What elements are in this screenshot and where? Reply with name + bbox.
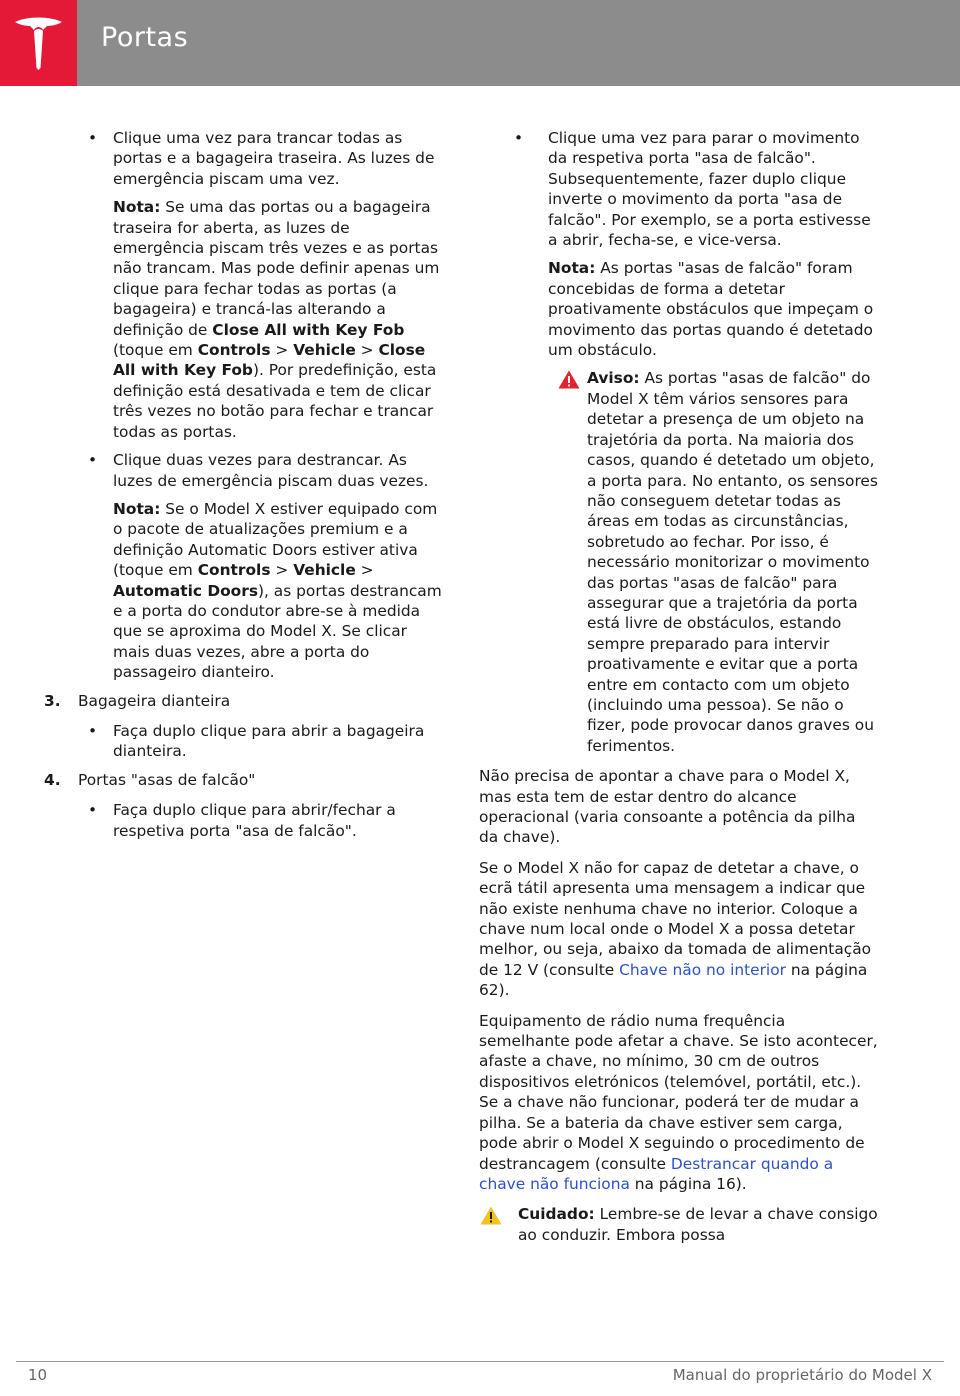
left-column (44, 128, 444, 849)
footer-title: Manual do proprietário do Model X (672, 1366, 932, 1384)
paragraph: Se o Model X não for capaz de detetar a chave, o ecrã tátil apresenta uma mensagem a indicar que não existe nenhuma chave no interior. Coloque a chave num local onde o Model X a possa detetar melhor, ou seja, abaixo da tomada de alimentação de 12 V (consulte Chave não no interior na página 62). (479, 858, 872, 1000)
tesla-logo (0, 0, 77, 86)
numbered-item: 4. Portas "asas de falcão" (44, 770, 256, 789)
note: Nota: Se o Model X estiver equipado com o pacote de atualizações premium e a definição Automatic Doors estiver ativa (toque em Controls > Vehicle > Automatic Doors), as portas destrancam e a porta do condutor abre-se à medida que se aproxima do Model X. Se clicar mais duas vezes, abre a porta do passageiro dianteiro. (113, 499, 442, 682)
numbered-item: 3. Bagageira dianteira (44, 691, 231, 710)
page-header (0, 0, 960, 86)
right-column (479, 128, 879, 1245)
list-item: • Clique uma vez para parar o movimento da respetiva porta "asa de falcão". Subsequentemente, fazer duplo clique inverte o movimento da porta "asa de falcão". Por exemplo, se a porta estivesse a abrir, fecha-se, e vice-versa. (514, 129, 871, 250)
bullet-icon: • (514, 129, 524, 147)
list-item: • Clique duas vezes para destrancar. As luzes de emergência piscam duas vezes. (88, 451, 429, 490)
bullet-icon: • (88, 451, 98, 470)
list-item: • Clique uma vez para trancar todas as portas e a bagageira traseira. As luzes de emergência piscam uma vez. (88, 129, 435, 188)
paragraph: Não precisa de apontar a chave para o Model X, mas esta tem de estar dentro do alcance operacional (varia consoante a potência da pilha da chave). (479, 767, 856, 847)
link-unlock-key-not-working[interactable]: Destrancar quando a chave não funciona (479, 1154, 834, 1193)
list-item: • Faça duplo clique para abrir a bagageira dianteira. (88, 721, 425, 761)
footer-divider (16, 1361, 944, 1362)
page-title: Portas (101, 22, 189, 53)
link-key-not-inside[interactable]: Chave não no interior (619, 960, 786, 979)
list-item: • Faça duplo clique para abrir/fechar a respetiva porta "asa de falcão". (88, 801, 396, 840)
note: Nota: Se uma das portas ou a bagageira traseira for aberta, as luzes de emergência piscam três vezes e as portas não trancam. Mas pode definir apenas um clique para fechar todas as portas (a bagageira) e trancá-las alterando a definição de Close All with Key Fob (toque em Controls > Vehicle > Close All with Key Fob). Por predefinição, esta definição está desativada e tem de clicar três vezes no botão para fechar e trancar todas as portas. (113, 198, 440, 441)
caution-box: Cuidado: Lembre-se de levar a chave consigo ao conduzir. Embora possa (479, 1204, 879, 1245)
paragraph: Equipamento de rádio numa frequência semelhante pode afetar a chave. Se isto acontecer, afaste a chave, no mínimo, 30 cm de outros dispositivos eletrónicos (telemóvel, portátil, etc.). Se a chave não funcionar, poderá ter de mudar a pilha. Se a bateria da chave estiver sem carga, pode abrir o Model X seguindo o procedimento de destrancagem (consulte Destrancar quando a chave não funciona na página 16). (479, 1011, 878, 1193)
tesla-logo-icon (13, 16, 64, 70)
caution-icon (480, 1206, 502, 1225)
bullet-icon: • (88, 129, 98, 147)
bullet-icon: • (88, 801, 98, 820)
note: Nota: As portas "asas de falcão" foram concebidas de forma a detetar proativamente obstáculos que impeçam o movimento das portas quando é detetado um obstáculo. (548, 259, 874, 360)
warning-box: Aviso: As portas "asas de falcão" do Model X têm vários sensores para detetar a presença de um objeto na trajetória da porta. Na maioria dos casos, quando é detetado um objeto, a porta para. No entanto, os sensores não conseguem detetar todas as áreas em todas as circunstâncias, sobretudo ao fechar. Por isso, é necessário monitorizar o movimento das portas "asas de falcão" para assegurar que a trajetória da porta está livre de obstáculos, estando sempre preparado para intervir proativamente e evitar que a porta entre em contacto com um objeto (incluindo uma pessoa). Se não o fizer, pode provocar danos graves ou ferimentos. (479, 368, 879, 756)
page-number: 10 (28, 1366, 48, 1384)
warning-icon (558, 370, 580, 389)
bullet-icon: • (88, 721, 98, 740)
